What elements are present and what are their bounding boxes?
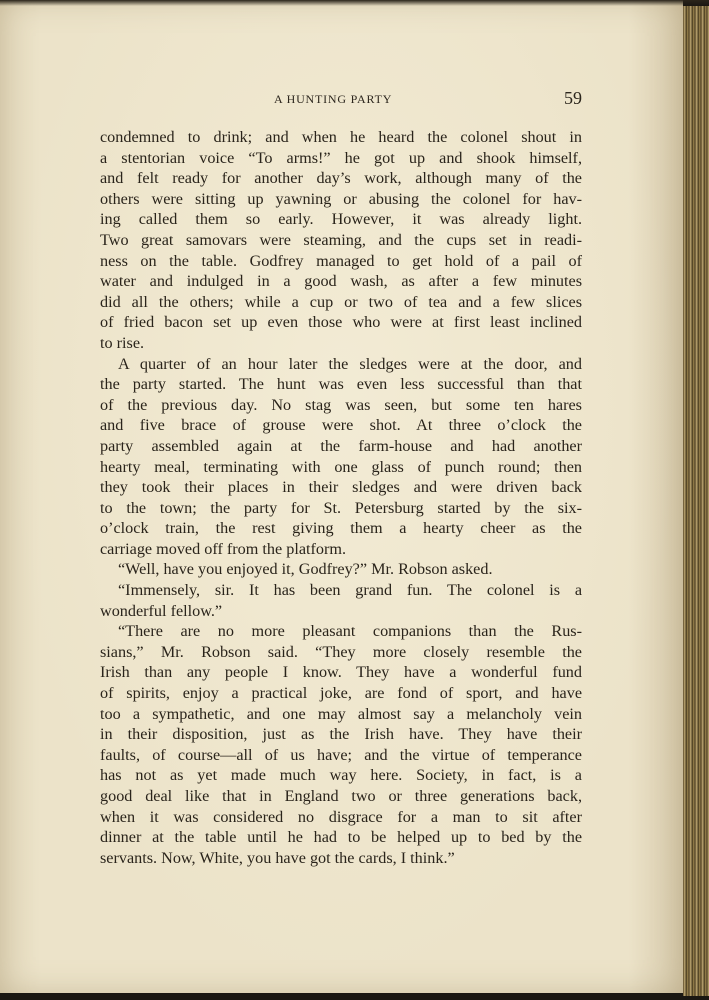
text-line: Irish than any people I know. They have a wonderful fund <box>100 663 582 682</box>
text-line: Two great samovars were steaming, and the cups set in readi- <box>100 230 582 249</box>
text-line: “Well, have you enjoyed it, Godfrey?” Mr. Robson asked. <box>118 560 493 579</box>
text-line: carriage moved off from the platform. <box>100 539 347 558</box>
text-line: in their disposition, just as the Irish have. They have their <box>100 725 582 744</box>
text-line: water and indulged in a good wash, as after a few minutes <box>100 272 582 291</box>
text-line: of the previous day. No stag was seen, but some ten hares <box>100 395 582 414</box>
text-line: of fried bacon set up even those who were at first least inclined <box>100 313 582 332</box>
text-line: the party started. The hunt was even less successful than that <box>100 375 582 394</box>
text-line: and five brace of grouse were shot. At three o’clock the <box>100 416 582 435</box>
text-line: sians,” Mr. Robson said. “They more closely resemble the <box>100 642 582 661</box>
text-line: hearty meal, terminating with one glass of punch round; then <box>100 457 582 476</box>
text-line: a stentorian voice “To arms!” he got up and shook himself, <box>100 148 582 167</box>
text-line: others were sitting up yawning or abusing the colonel for hav- <box>100 189 582 208</box>
text-line: and felt ready for another day’s work, although many of the <box>100 169 582 188</box>
page-edges <box>683 6 709 996</box>
running-title: A HUNTING PARTY <box>274 92 393 106</box>
text-line: they took their places in their sledges and were driven back <box>100 478 582 497</box>
text-line: of spirits, enjoy a practical joke, are fond of sport, and have <box>100 684 582 703</box>
text-line: ing called them so early. However, it was already light. <box>100 210 582 229</box>
text-line: ness on the table. Godfrey managed to get hold of a pail of <box>100 251 582 270</box>
text-line: wonderful fellow.” <box>100 601 223 620</box>
text-line: when it was considered no disgrace for a man to sit after <box>100 807 582 826</box>
body-text <box>100 127 582 868</box>
page-number: 59 <box>564 88 582 108</box>
text-line: did all the others; while a cup or two of tea and a few slices <box>100 292 582 311</box>
text-line: to the town; the party for St. Petersburg started by the six- <box>100 498 582 517</box>
text-line: good deal like that in England two or three generations back, <box>100 787 582 805</box>
text-line: servants. Now, White, you have got the cards, I think.” <box>100 848 455 867</box>
text-line: to rise. <box>100 333 145 352</box>
text-line: dinner at the table until he had to be helped up to bed by the <box>100 828 582 847</box>
text-line: condemned to drink; and when he heard the colonel shout in <box>100 128 582 146</box>
text-line: faults, of course—all of us have; and the virtue of temperance <box>100 745 582 764</box>
text-line: has not as yet made much way here. Society, in fact, is a <box>100 766 582 785</box>
top-shadow <box>0 0 709 6</box>
text-line: party assembled again at the farm-house and had another <box>100 436 582 455</box>
text-line: o’clock train, the rest giving them a hearty cheer as the <box>100 519 582 538</box>
page-header <box>100 90 582 112</box>
text-line: too a sympathetic, and one may almost say a melancholy vein <box>100 704 582 723</box>
text-line: A quarter of an hour later the sledges were at the door, and <box>118 354 582 373</box>
text-line: “There are no more pleasant companions than the Rus- <box>118 622 582 641</box>
text-line: “Immensely, sir. It has been grand fun. The colonel is a <box>118 581 582 600</box>
